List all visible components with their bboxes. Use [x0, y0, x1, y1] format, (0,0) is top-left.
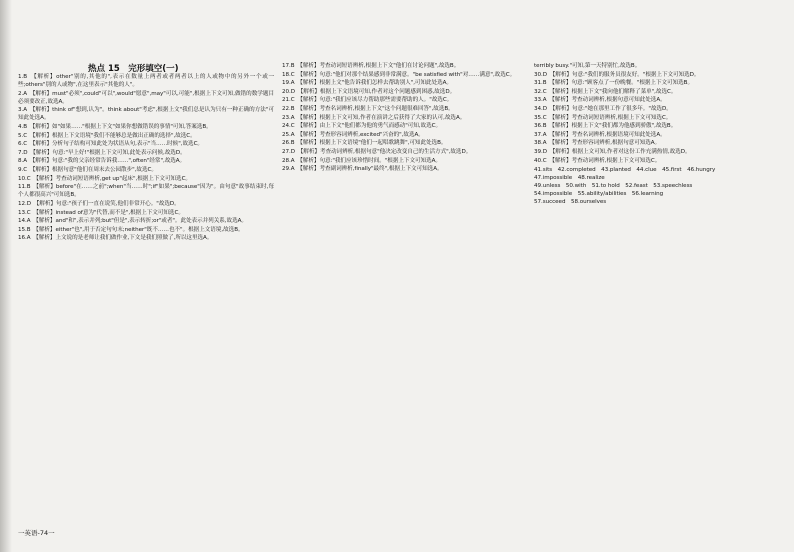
- answer-explanation: 2.A 【解析】must"必须",could"可以",would"愿意",may"可以,可能",根据上下文可知,做错的数学题目必须要改正,故选A。: [18, 90, 274, 105]
- answer-explanation: 39.D 【解析】根据上文可知,作者对这份工作充满热情,故选D。: [534, 148, 691, 155]
- page-binding-shadow: [0, 0, 12, 552]
- answer-explanation: 7.D 【解析】句意:"早上好!"根据上下文可知,此处表示问候,故选D。: [18, 149, 186, 156]
- answer-explanation: 37.A 【解析】考查名词辨析,根据语境可知此处选A。: [534, 131, 666, 138]
- answer-explanation: 5.C 【解析】根据上下文语境"我们不能够总是做出正确的选择",故选C。: [18, 132, 196, 139]
- answer-explanation: 29.A 【解析】考查副词辨析,finally"最终",根据上下文可知选A。: [282, 166, 443, 173]
- answer-explanation: 9.C 【解析】根据句意"他们在周末去公园散步",故选C。: [18, 167, 157, 174]
- answer-explanation: 36.B 【解析】根据上下文"我们都为他感到骄傲",故选B。: [534, 123, 677, 130]
- answer-explanation: 4.B 【解析】如"如果……"根据上下文"如果你想做错误的事情"可知,答案选B。: [18, 124, 212, 131]
- answer-explanation: 12.D 【解析】句意:"孩子们一直在说笑,他们非常开心。"故选D。: [18, 200, 180, 207]
- answer-line: 47.impossible 48.realize: [534, 174, 605, 181]
- column-left-body: [18, 73, 274, 243]
- column-left: [18, 62, 274, 534]
- answer-line: 49.unless 50.with 51.to hold 52.feast 53.speechless: [534, 182, 693, 189]
- answer-explanation: 15.B 【解析】either"也",用于否定句句末;neither"既不……也不"。根据上文语境,故选B。: [18, 226, 244, 233]
- answer-explanation: 26.B 【解析】根据上下文语境"他们一起唱歌跳舞",可知此处选B。: [282, 140, 447, 147]
- answer-explanation: 13.C 【解析】instead of意为"代替,而不是",根据上下文可知选C。: [18, 209, 184, 216]
- answer-explanation: 8.A 【解析】句意:"我的父亲经常告诉我……",often"经常",故选A。: [18, 158, 186, 165]
- column-right: [534, 62, 780, 534]
- answer-explanation: 40.C 【解析】考查动词辨析,根据上下文可知选C。: [534, 157, 661, 164]
- answer-explanation: 16.A 【解析】上文说的是老师让我们做作业,下文是我们照做了,所以这里选A。: [18, 235, 213, 242]
- answer-explanation: 27.D 【解析】考查动词辨析,根据句意"他决定改变自己的生活方式",故选D。: [282, 148, 472, 155]
- answer-line: 54.impossible 55.ability/abilities 56.learning: [534, 190, 664, 197]
- answer-explanation: 3.A 【解析】think of"想到,认为"。think about"考虑",根据上文"我们总是认为只有一种正确的方法"可知此处选A。: [18, 107, 274, 122]
- answer-explanation: 31.B 【解析】句意:"顾客点了一份晚餐。"根据上下文可知选B。: [534, 80, 693, 87]
- answer-explanation: 21.C 【解析】句意:"我们应该尽力帮助那些需要帮助的人。"故选C。: [282, 97, 453, 104]
- answer-explanation: 33.A 【解析】考查动词辨析,根据句意可知此处选A。: [534, 97, 666, 104]
- answer-explanation: 19.A 【解析】根据上文"他告诉我们怎样去帮助别人",可知此处选A。: [282, 80, 452, 87]
- answer-list: [534, 166, 780, 206]
- answer-explanation: 10.C 【解析】考查动词短语辨析,get up"起床",根据上下文可知选C。: [18, 175, 191, 182]
- answer-explanation: 11.B 【解析】before"在……之前";when"当……时";if"如果";because"因为"。由句意"故事结束时,每个人都很高兴"可知选B。: [18, 184, 274, 199]
- answer-explanation: 35.C 【解析】考查动词短语辨析,根据上下文可知选C。: [534, 114, 672, 121]
- answer-explanation: 22.B 【解析】考查名词辨析,根据上下文"这个问题很难回答",故选B。: [282, 105, 454, 112]
- answer-explanation: 6.C 【解析】分析句子结构可知此处为状语从句,表示"当……时候",故选C。: [18, 141, 203, 148]
- answer-line: 41.sits 42.completed 43.planted 44.clue 45.first 46.hungry: [534, 166, 716, 173]
- answer-explanation: 17.B 【解析】考查动词短语辨析,根据上下文"他们在讨论问题",故选B。: [282, 63, 460, 69]
- answer-explanation: 20.D 【解析】根据上下文语境可知,作者对这个问题感到困惑,故选D。: [282, 88, 456, 95]
- page-title: 热点 15 完形填空(一): [88, 64, 179, 74]
- answer-explanation: 34.D 【解析】句意:"她在那里工作了很多年。"故选D。: [534, 105, 672, 112]
- page-footer: 一英语-74一: [18, 529, 55, 537]
- answer-explanation: 28.A 【解析】句意:"我们应该珍惜时间。"根据上下文可知选A。: [282, 157, 441, 164]
- answer-explanation: 25.A 【解析】考查形容词辨析,excited"兴奋的",故选A。: [282, 131, 424, 138]
- answer-line: 57.succeed 58.ourselves: [534, 199, 607, 205]
- answer-explanation: 38.A 【解析】考查形容词辨析,根据句意可知选A。: [534, 140, 661, 147]
- answer-explanation: 24.C 【解析】由上下文"他们都为他的勇气而感动"可知,故选C。: [282, 123, 442, 130]
- answer-explanation: 32.C 【解析】根据上下文"我向他们解释了菜单",故选C。: [534, 88, 677, 95]
- answer-explanation: 18.C 【解析】句意:"他们对那个结果感到非常满意。"be satisfied with"对……满意",故选C。: [282, 71, 516, 78]
- answer-explanation: 23.A 【解析】根据上下文可知,作者在演讲之后获得了大家的认可,故选A。: [282, 114, 466, 121]
- answer-explanation: 30.D 【解析】句意:"我们的服务员很友好。"根据上下文可知选D。: [534, 71, 700, 78]
- answer-explanation: 1.B 【解析】other"别的,其他的",表示在数量上两者或者两者以上的人或物中的另外一个或一些;others"别的人或物",在这里表示"其他的人"。: [18, 74, 274, 89]
- answer-explanation: 14.A 【解析】and"和",表示并列;but"但是",表示转折;or"或者"。此处表示并列关系,故选A。: [18, 218, 247, 225]
- answer-explanation: terribly busy."可知,第一天特别忙,故选B。: [534, 63, 641, 69]
- column-middle: [282, 62, 528, 534]
